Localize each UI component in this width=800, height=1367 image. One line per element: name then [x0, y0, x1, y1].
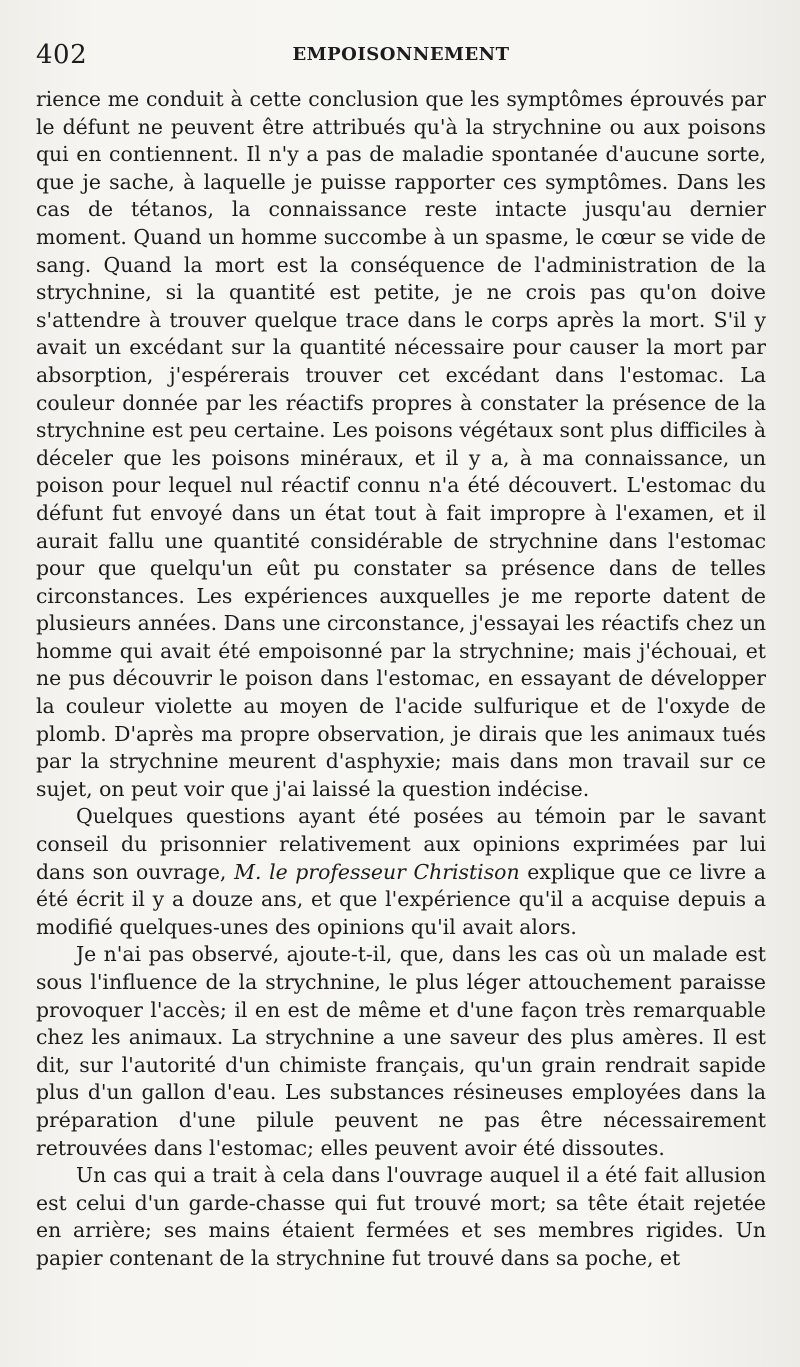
paragraph — [36, 803, 766, 941]
body-text — [36, 86, 766, 1273]
page-header — [36, 36, 766, 86]
paragraph — [36, 941, 766, 1162]
running-title: EMPOISONNEMENT — [292, 44, 510, 65]
text-segment: rience me conduit à cette conclusion que les symptômes éprouvés par le défunt ne peuvent être attribués qu'à la strychnine ou aux poisons qui en contiennent. Il n'y a pas de maladie spontanée d'aucune sorte, que je sache, à laquelle je puisse rapporter ces symptômes. Dans les cas de tétanos, la connaissance reste intacte jusqu'au dernier moment. Quand un homme succombe à un spasme, le cœur se vide de sang. Quand la mort est la conséquence de l'administration de la strychnine, si la quantité est petite, je ne crois pas qu'on doive s'attendre à trouver quelque trace dans le corps après la mort. S'il y avait un excédant sur la quantité nécessaire pour causer la mort par absorption, j'espérerais trouver cet excédant dans l'estomac. La couleur donnée par les réactifs propres à constater la présence de la strychnine est peu certaine. Les poisons végétaux sont plus difficiles à déceler que les poisons minéraux, et il y a, à ma connaissance, un poison pour lequel nul réactif connu n'a été découvert. L'estomac du défunt fut envoyé dans un état tout à fait impropre à l'examen, et il aurait fallu une quantité considérable de strychnine dans l'estomac pour que quelqu'un eût pu constater sa présence dans de telles circonstances. Les expériences auxquelles je me reporte datent de plusieurs années. Dans une circonstance, j'essayai les réactifs chez un homme qui avait été empoisonné par la strychnine; mais j'échouai, et ne pus découvrir le poison dans l'estomac, en essayant de développer la couleur violette au moyen de l'acide sulfurique et de l'oxyde de plomb. D'après ma propre observation, je dirais que les animaux tués par la strychnine meurent d'asphyxie; mais dans mon travail sur ce sujet, on peut voir que j'ai laissé la question indécise. — [36, 87, 766, 801]
page-number: 402 — [36, 40, 88, 70]
paragraph — [36, 86, 766, 803]
text-segment: Quelques questions ayant été posées au témoin par le savant conseil du prisonnier relativement aux opinions exprimées par lui dans son ouvrage, — [36, 804, 766, 884]
paragraph — [36, 1162, 766, 1272]
text-segment: explique que ce livre a été écrit il y a douze ans, et que l'expérience qu'il a acquise depuis a modifié quelques-unes des opinions qu'il avait alors. — [36, 859, 766, 939]
text-segment: Je n'ai pas observé, ajoute-t-il, que, dans les cas où un malade est sous l'influence de la strychnine, le plus léger attouchement paraisse provoquer l'accès; il en est de même et d'une façon très remarquable chez les animaux. La strychnine a une saveur des plus amères. Il est dit, sur l'autorité d'un chimiste français, qu'un grain rendrait sapide plus d'un gallon d'eau. Les substances résineuses employées dans la préparation d'une pilule peuvent ne pas être nécessairement retrouvées dans l'estomac; elles peuvent avoir été dissoutes. — [36, 942, 766, 1160]
italic-text: M. le professeur Christison — [234, 859, 520, 884]
text-segment: Un cas qui a trait à cela dans l'ouvrage auquel il a été fait allusion est celui d'un garde-chasse qui fut trouvé mort; sa tête était rejetée en arrière; ses mains étaient fermées et ses membres rigides. Un papier contenant de la strychnine fut trouvé dans sa poche, et — [36, 1163, 766, 1270]
